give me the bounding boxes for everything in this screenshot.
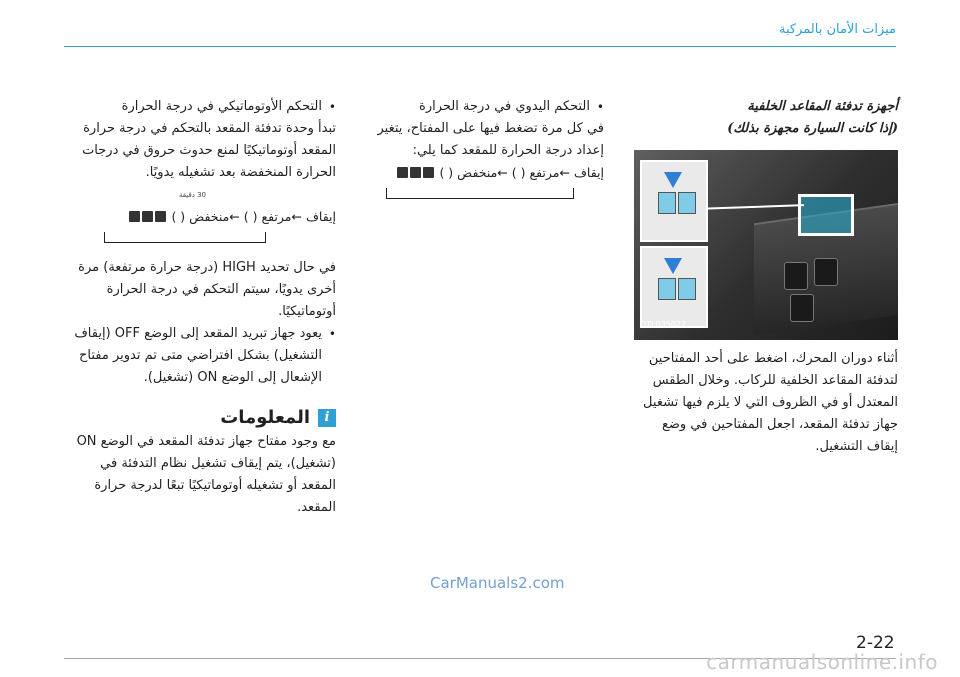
heat-level-icon <box>397 167 408 178</box>
press-arrow-icon <box>664 258 682 274</box>
switch-inset-top <box>640 160 708 242</box>
heat-level-icon <box>423 167 434 178</box>
window-switch-graphic <box>790 294 814 322</box>
page-number: 2-22 <box>856 633 895 653</box>
heat-level-icon <box>155 211 166 222</box>
heater-button-graphic <box>678 192 696 214</box>
footer-watermark: carmanualsonline.info <box>706 650 938 674</box>
press-sequence-text: إيقاف ←مرتفع ( ) ←منخفض ( ) <box>171 209 336 224</box>
info-icon: i <box>318 409 336 427</box>
heater-switch-highlight <box>798 194 854 236</box>
info-text: مع وجود مفتاح جهاز تدفئة المقعد في الوضع ON (تشغيل)، يتم إيقاف تشغيل نظام التدفئة في المقعد أو تشغيله أوتوماتيكيًا تبعًا لدرجة حرارة المقعد. <box>76 434 336 515</box>
rear-seat-warmer-section <box>632 96 898 458</box>
press-sequence <box>366 162 604 184</box>
seat-warmer-photo <box>634 150 898 340</box>
callout-line <box>694 204 804 210</box>
press-arrow-icon <box>664 172 682 188</box>
watermark-link[interactable]: CarManuals2.com <box>430 574 565 592</box>
window-switch-graphic <box>784 262 808 290</box>
heater-button-graphic <box>678 278 696 300</box>
section-header: ميزات الأمان بالمركبة <box>779 22 896 37</box>
paragraph: تبدأ وحدة تدفئة المقعد بالتحكم في درجة حرارة المقعد أوتوماتيكيًا لمنع حدوث حروق في درجات الحرارة المنخفضة بعد تشغيله يدويًا. <box>82 121 336 180</box>
bullet-heading: • التحكم اليدوي في درجة الحرارة <box>366 96 604 118</box>
info-heading <box>64 405 336 431</box>
sequence-loop-bracket <box>386 188 574 199</box>
heat-level-icon <box>410 167 421 178</box>
section-title: أجهزة تدفئة المقاعد الخلفية <box>747 99 898 114</box>
heater-button-graphic <box>658 192 676 214</box>
manual-control-section <box>366 96 604 199</box>
sequence-loop-bracket <box>104 232 266 243</box>
bullet-heading: • التحكم الأوتوماتيكي في درجة الحرارة <box>64 96 336 118</box>
press-sequence <box>64 206 336 228</box>
press-sequence-text: إيقاف ←مرتفع ( ) ←منخفض ( ) <box>439 165 604 180</box>
photo-code: OTL035022 <box>640 320 687 329</box>
heater-button-graphic <box>658 278 676 300</box>
usage-note: أثناء دوران المحرك، اضغط على أحد المفتاحين لتدفئة المقاعد الخلفية للركاب. وخلال الطقس المعتدل أو في الظروف التي لا يلزم فيها تشغيل جهاز تدفئة المقعد، اجعل المفتاحين في وضع إيقاف التشغيل. <box>643 351 898 454</box>
window-switch-graphic <box>814 258 838 286</box>
header-divider <box>64 46 896 47</box>
heat-level-icon <box>129 211 140 222</box>
timer-label: 30 دقيقة <box>178 191 206 199</box>
bullet-text: • يعود جهاز تبريد المقعد إلى الوضع OFF (إيقاف التشغيل) بشكل افتراضي متى تم تدوير مفتاح الإشعال إلى الوضع ON (تشغيل). <box>64 323 336 389</box>
automatic-control-section <box>64 96 336 519</box>
info-title: المعلومات <box>220 407 310 428</box>
paragraph: في حال تحديد HIGH (درجة حرارة مرتفعة) مرة أخرى يدويًا، سيتم التحكم في درجة الحرارة أوتوماتيكيًا. <box>78 260 336 319</box>
paragraph: في كل مرة تضغط فيها على المفتاح، يتغير إعداد درجة الحرارة للمقعد كما يلي: <box>377 121 604 158</box>
heat-level-icon <box>142 211 153 222</box>
section-subtitle: (إذا كانت السيارة مجهزة بذلك) <box>727 121 898 136</box>
